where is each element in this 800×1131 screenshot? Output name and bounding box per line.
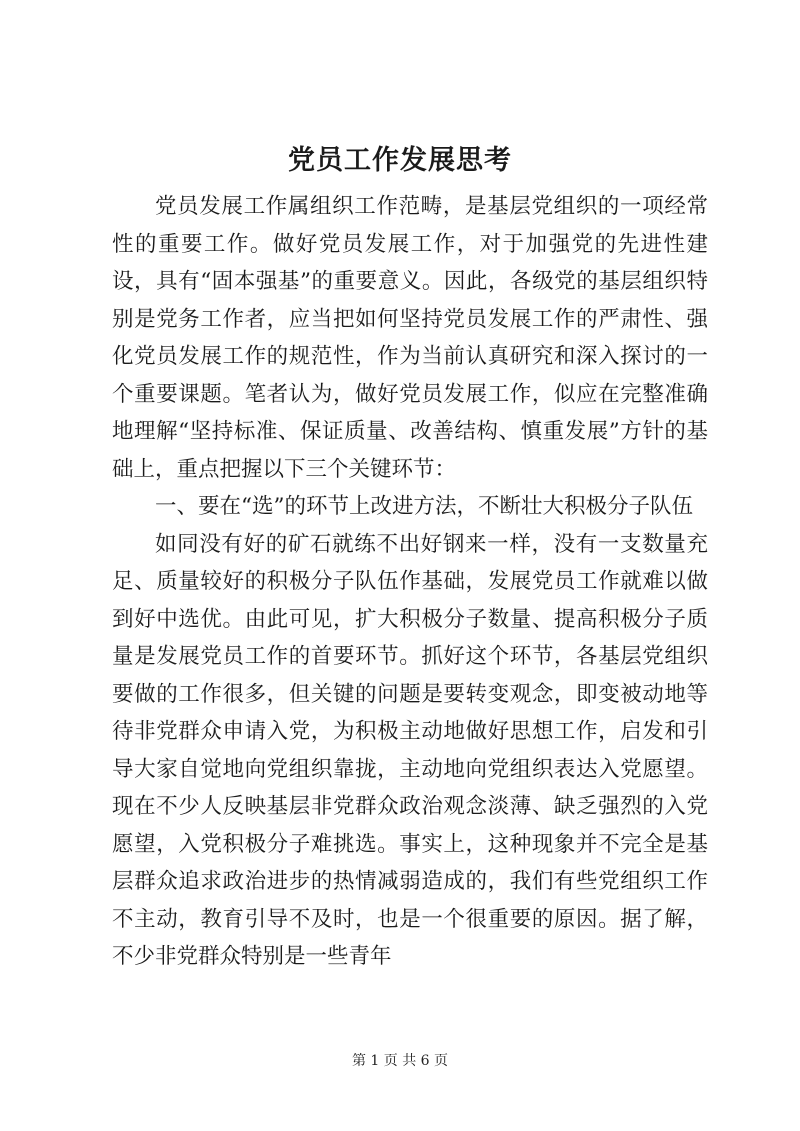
intro-paragraph: 党员发展工作属组织工作范畴，是基层党组织的一项经常性的重要工作。做好党员发展工作，对于加强党的先进性建设，具有“固本强基”的重要意义。因此，各级党的基层组织特别是党务工作者，应当把如何坚持党员发展工作的严肃性、强化党员发展工作的规范性，作为当前认真研究和深入探讨的一个重要课题。笔者认为，做好党员发展工作，似应在完整准确地理解“坚持标准、保证质量、改善结构、慎重发展”方针的基础上，重点把握以下三个关键环节： [112, 194, 708, 482]
page-number-footer: 第 1 页 共 6 页 [351, 1053, 449, 1069]
document-body [112, 188, 708, 976]
section-heading: 一、要在“选”的环节上改进方法，不断壮大积极分子队伍 [155, 494, 693, 519]
document-title: 党员工作发展思考 [288, 145, 512, 176]
body-paragraph: 如同没有好的矿石就练不出好钢来一样，没有一支数量充足、质量较好的积极分子队伍作基础，发展党员工作就难以做到好中选优。由此可见，扩大积极分子数量、提高积极分子质量是发展党员工作的首要环节。抓好这个环节，各基层党组织要做的工作很多，但关键的问题是要转变观念，即变被动地等待非党群众申请入党，为积极主动地做好思想工作，启发和引导大家自觉地向党组织靠拢，主动地向党组织表达入党愿望。现在不少人反映基层非党群众政治观念淡薄、缺乏强烈的入党愿望，入党积极分子难挑选。事实上，这种现象并不完全是基层群众追求政治进步的热情减弱造成的，我们有些党组织工作不主动，教育引导不及时，也是一个很重要的原因。据了解，不少非党群众特别是一些青年 [112, 531, 708, 969]
